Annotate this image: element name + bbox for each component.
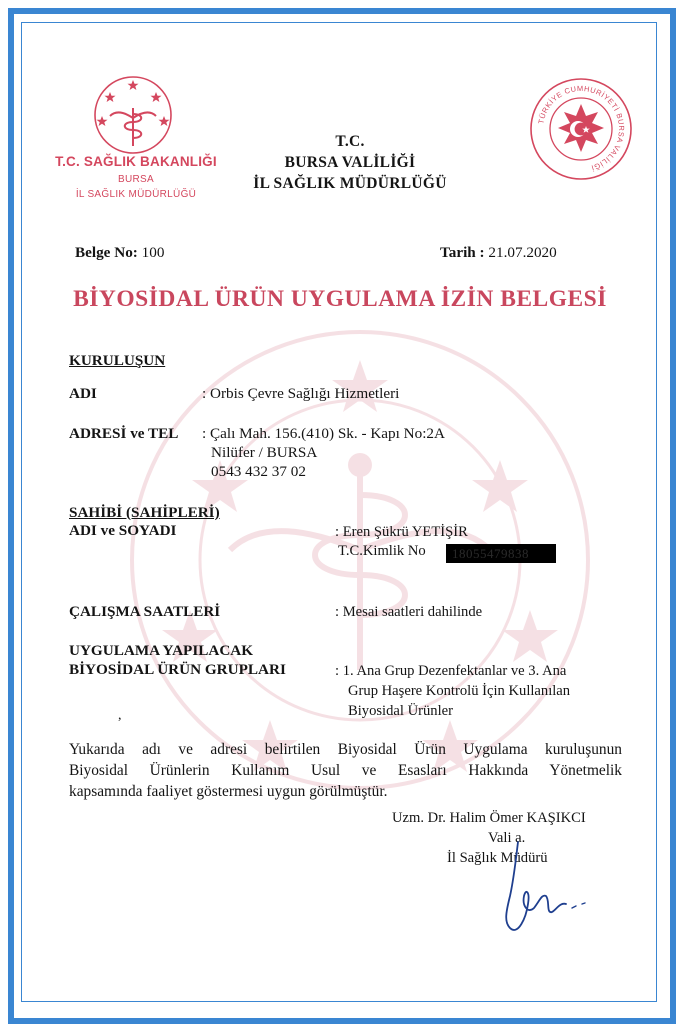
uygulama-label-1: UYGULAMA YAPILACAK (69, 642, 254, 659)
belge-no-value: 100 (141, 244, 165, 261)
calisma-value: : Mesai saatleri dahilinde (335, 604, 483, 620)
tc-kimlik-label: T.C.Kimlik No (338, 543, 426, 559)
paragraph-line-2: Biyosidal Ürünlerin Kullanım Usul ve Esasları Hakkında Yönetmelik (69, 762, 622, 779)
uygulama-value-2: Grup Haşere Kontrolü İçin Kullanılan (348, 683, 571, 699)
governorship-seal-icon (528, 76, 634, 182)
belge-no-label: Belge No: (75, 244, 138, 261)
adres-line-1: : Çalı Mah. 156.(410) Sk. - Kapı No:2A (202, 425, 445, 442)
stray-mark: , (118, 708, 122, 723)
uygulama-value-1: : 1. Ana Grup Dezenfektanlar ve 3. Ana (335, 663, 567, 679)
ministry-city: BURSA (118, 174, 154, 185)
adsoyad-label: ADI ve SOYADI (69, 522, 177, 539)
telephone: 0543 432 37 02 (211, 463, 306, 480)
tc-kimlik-redacted: 18055479838 (446, 544, 556, 563)
calisma-label: ÇALIŞMA SAATLERİ (69, 603, 221, 620)
paragraph-line-3: kapsamında faaliyet göstermesi uygun görülmüştür. (69, 783, 388, 800)
owner-name: : Eren Şükrü YETİŞİR (335, 524, 468, 540)
adi-value: : Orbis Çevre Sağlığı Hizmetleri (202, 385, 400, 402)
adi-label: ADI (69, 385, 97, 402)
paragraph-line-1: Yukarıda adı ve adresi belirtilen Biyosidal Ürün Uygulama kuruluşunun (69, 741, 622, 758)
uygulama-label-2: BİYOSİDAL ÜRÜN GRUPLARI (69, 661, 286, 678)
adres-line-2: Nilüfer / BURSA (211, 444, 318, 461)
signatory-role-1: Vali a. (488, 830, 526, 846)
ministry-title: T.C. SAĞLIK BAKANLIĞI (55, 154, 217, 169)
header-valilik: BURSA VALİLİĞİ (284, 154, 416, 171)
signatory-role-2: İl Sağlık Müdürü (447, 850, 548, 866)
uygulama-value-3: Biyosidal Ürünler (348, 703, 453, 719)
header-mudurluk: İL SAĞLIK MÜDÜRLÜĞÜ (253, 175, 447, 192)
ministry-unit: İL SAĞLIK MÜDÜRLÜĞÜ (75, 189, 197, 200)
ministry-logo-icon (92, 74, 174, 156)
seal-ring-text: TÜRKİYE CUMHURİYETİ BURSA VALİLİĞİ (536, 83, 627, 173)
kurulus-heading: KURULUŞUN (69, 352, 166, 369)
adres-label: ADRESİ ve TEL (69, 425, 179, 442)
document-title: BİYOSİDAL ÜRÜN UYGULAMA İZİN BELGESİ (73, 286, 607, 312)
document-number (75, 244, 164, 262)
signatory-name: Uzm. Dr. Halim Ömer KAŞIKCI (392, 810, 586, 826)
header-tc: T.C. (335, 133, 365, 150)
approval-paragraph (69, 739, 622, 802)
tarih-value: 21.07.2020 (488, 244, 557, 261)
sahibi-heading: SAHİBİ (SAHİPLERİ) (69, 504, 220, 521)
document-date (440, 244, 557, 262)
tarih-label: Tarih : (440, 244, 485, 261)
signature-icon (496, 838, 606, 938)
